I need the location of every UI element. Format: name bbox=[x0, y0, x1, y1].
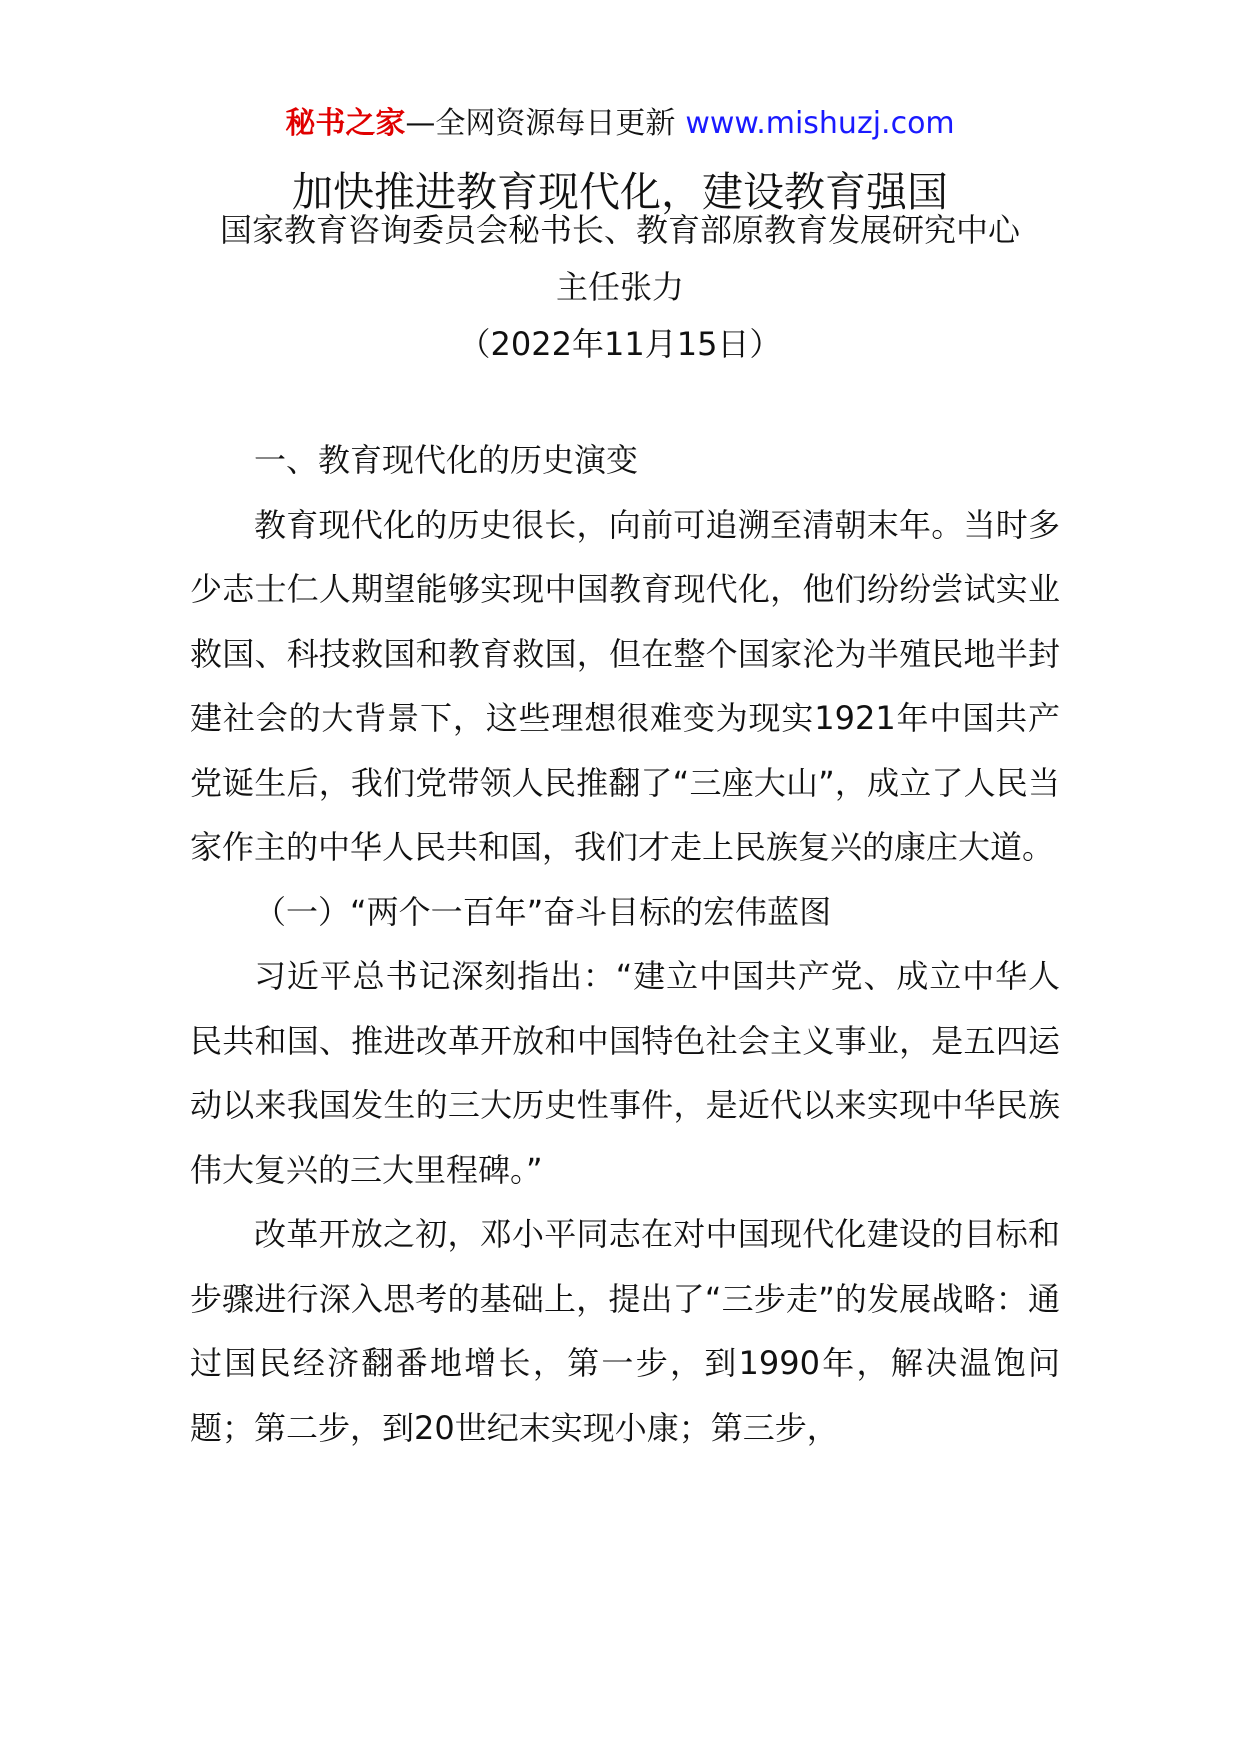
author-line-2: 主任张力 bbox=[555, 268, 684, 306]
site-header bbox=[0, 100, 1240, 148]
document-date: （2022年11月15日） bbox=[458, 325, 782, 363]
site-slogan: —全网资源每日更新 bbox=[405, 106, 676, 141]
site-brand: 秘书之家 bbox=[285, 106, 406, 141]
subsection-heading: （一）“两个一百年”奋斗目标的宏伟蓝图 bbox=[254, 892, 832, 931]
document-body bbox=[190, 428, 1060, 1460]
site-url-link[interactable]: www.mishuzj.com bbox=[685, 106, 955, 141]
body-paragraph: 教育现代化的历史很长，向前可追溯至清朝末年。当时多少志士仁人期望能够实现中国教育现代化，他们纷纷尝试实业救国、科技救国和教育救国，但在整个国家沦为半殖民地半封建社会的大背景下，这些理想很难变为现实1921年中国共产党诞生后，我们党带领人民推翻了“三座大山”，成立了人民当家作主的中华人民共和国，我们才走上民族复兴的康庄大道。 bbox=[190, 505, 1060, 866]
section-heading: 一、教育现代化的历史演变 bbox=[254, 441, 639, 479]
body-paragraph: 习近平总书记深刻指出：“建立中国共产党、成立中华人民共和国、推进改革开放和中国特色社会主义事业，是五四运动以来我国发生的三大历史性事件，是近代以来实现中华民族伟大复兴的三大里程碑。” bbox=[190, 957, 1060, 1189]
document-title: 加快推进教育现代化，建设教育强国 bbox=[292, 168, 948, 216]
author-line-1: 国家教育咨询委员会秘书长、教育部原教育发展研究中心 bbox=[219, 211, 1020, 249]
body-paragraph: 改革开放之初，邓小平同志在对中国现代化建设的目标和步骤进行深入思考的基础上，提出了“三步走”的发展战略：通过国民经济翻番地增长，第一步，到1990年，解决温饱问题；第二步，到20世纪末实现小康；第三步， bbox=[190, 1215, 1060, 1447]
